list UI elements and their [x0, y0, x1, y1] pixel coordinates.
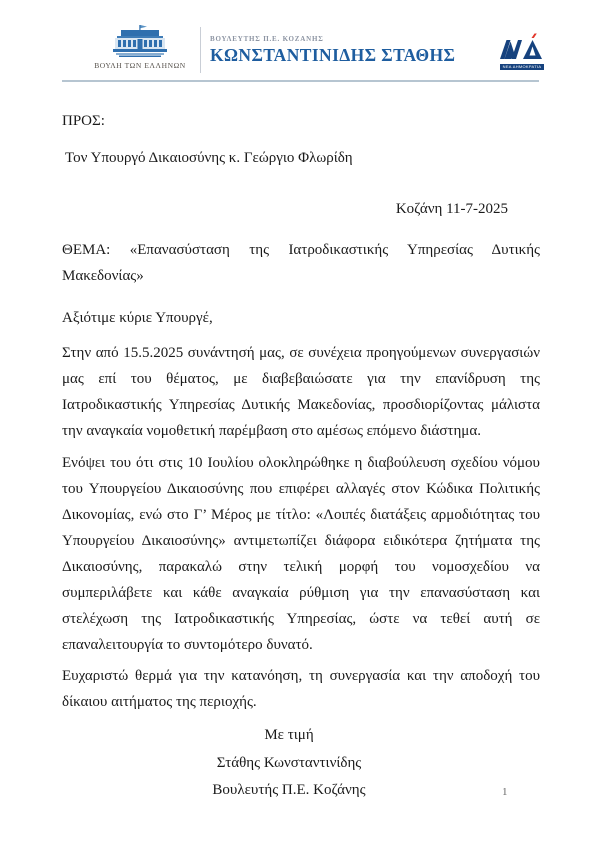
- signer-title: Βουλευτής Π.Ε. Κοζάνης: [212, 782, 366, 798]
- paragraph-2: Ενόψει του ότι στις 10 Ιουλίου ολοκληρώθηκε η διαβούλευση σχεδίου νόμου του Υπουργείου Δικαιοσύνης που επιφέρει αλλαγές στον Κώδικα Πολιτικής Δικονομίας, ενώ στο Γ’ Μέρος με τίτλο: «Λοιπές διατάξεις αρμοδιότητας του Υπουργείου Δικαιοσύνης» αντιμετωπίζει διάφορα ειδικότερα ζητήματα της Δικαιοσύνης, παρακαλώ στην τελική μορφή του νομοσχεδίου να συμπεριλάβετε και κάθε αναγκαία ρύθμιση για την επανασύσταση και στελέχωση της Ιατροδικαστικής Υπηρεσίας, ώστε να τεθεί αυτή σε επαναλειτουργία το συντομότερο δυνατό.: [62, 455, 540, 653]
- to-label: ΠΡΟΣ:: [62, 113, 105, 129]
- nd-party-caption: ΝΕΑ ΔΗΜΟΚΡΑΤΙΑ: [500, 64, 545, 70]
- parliament-logo: [88, 25, 192, 70]
- nd-party-logo-icon: [498, 33, 546, 63]
- letterhead: [0, 25, 600, 75]
- page-number: 1: [502, 786, 508, 798]
- paragraph-1: Στην από 15.5.2025 συνάντησή μας, σε συνέχεια προηγούμενων συνεργασιών μας επί του θέματος, με διαβεβαιώσατε για την επανίδρυση της Ιατροδικαστικής Υπηρεσίας Δυτικής Μακεδονίας, προσδιορίζοντας μάλιστα την αναγκαία νομοθετική παρέμβαση στο αμέσως επόμενο διάστημα.: [62, 345, 540, 439]
- parliament-building-icon: [108, 25, 172, 59]
- signer-name: Στάθης Κωνσταντινίδης: [216, 754, 362, 771]
- signature-block: [62, 722, 540, 805]
- recipient-line: Τον Υπουργό Δικαιοσύνης κ. Γεώργιο Φλωρίδη: [65, 150, 353, 166]
- subject-line: ΘΕΜΑ: «Επανασύσταση της Ιατροδικαστικής Υπηρεσίας Δυτικής Μακεδονίας»: [62, 242, 540, 284]
- nd-party-logo: [497, 33, 547, 70]
- date-line: Κοζάνη 11-7-2025: [395, 201, 508, 217]
- salutation: Αξιότιμε κύριε Υπουργέ,: [62, 310, 213, 326]
- letterhead-divider: [200, 27, 201, 73]
- mp-name: ΚΩΝΣΤΑΝΤΙΝΙΔΗΣ ΣΤΑΘΗΣ: [210, 45, 456, 65]
- paragraph-3: Ευχαριστώ θερμά για την κατανόηση, τη συνεργασία και την αποδοχή του δίκαιου αιτήματος της περιοχής.: [62, 668, 540, 710]
- letter-body: [0, 82, 600, 805]
- valediction: Με τιμή: [264, 727, 314, 743]
- parliament-caption: ΒΟΥΛΗ ΤΩΝ ΕΛΛΗΝΩΝ: [94, 61, 186, 70]
- mp-identity: [210, 35, 455, 66]
- mp-title: ΒΟΥΛΕΥΤΗΣ Π.Ε. ΚΟΖΑΝΗΣ: [210, 35, 324, 43]
